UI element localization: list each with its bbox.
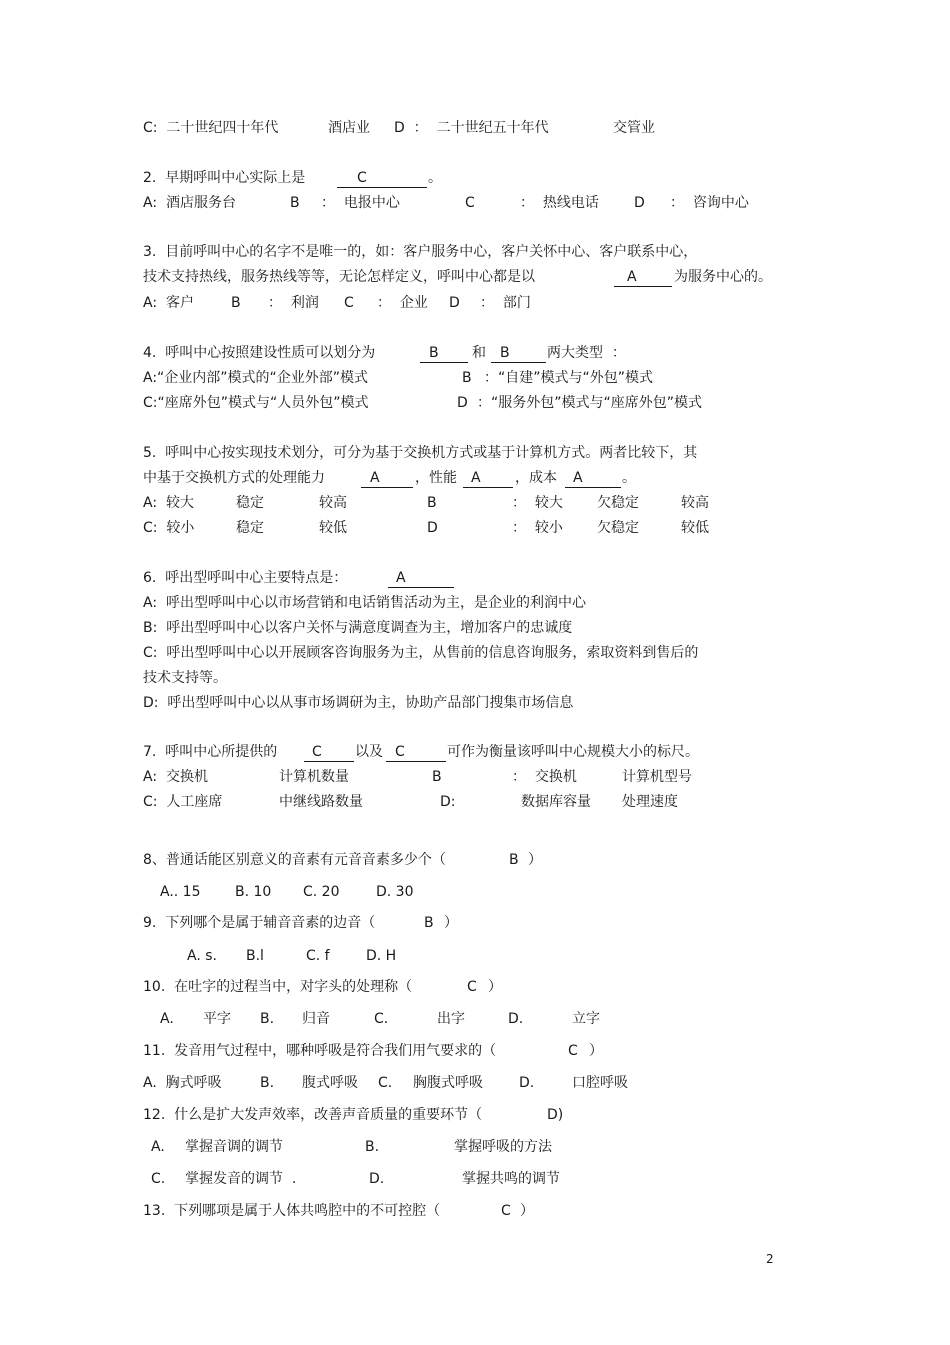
answer-text: C [467,979,477,995]
option-text: ： 部门 [480,295,531,311]
option-text: 计算机型号 [622,769,692,785]
option-c: C: 二十世纪四十年代 [143,120,279,136]
option-c: C. f [306,948,330,964]
blank-underline [304,761,354,762]
option-c: C. [374,1011,389,1027]
option-b: B [432,769,442,785]
option-c: C. 20 [303,884,340,900]
question-text: 以及 [355,744,383,760]
option-c: C. [378,1075,393,1091]
blank-underline [565,487,621,488]
question-text: 。 [428,170,442,186]
option-text: 交管业 [613,120,655,136]
option-a: A. 胸式呼吸 [143,1075,222,1091]
option-text: ： 利润 [268,295,319,311]
question-text: ） [444,915,458,931]
question-text: ，性能 [415,470,457,486]
option-text: 较高 [681,495,709,511]
option-d: D ： 二十世纪五十年代 [394,120,549,136]
answer-blank: B [429,345,439,361]
option-a: A. [151,1139,165,1155]
option-text: 较高 [319,495,347,511]
option-text: ：“服务外包”模式与“座席外包”模式 [477,395,703,411]
option-text: 胸腹式呼吸 [413,1075,483,1091]
question-9: 9. 下列哪个是属于辅音音素的边音（ [143,915,376,931]
answer-blank: B [500,345,510,361]
option-b: B. [365,1139,380,1155]
option-text: 数据库容量 [521,794,591,810]
option-text: 口腔呼吸 [572,1075,628,1091]
question-text: 两大类型 ： [547,345,626,361]
blank-underline [388,587,454,588]
option-text: 平字 [203,1011,231,1027]
option-text: 酒店业 [328,120,370,136]
option-a: A: 客户 [143,295,194,311]
option-text: ： 较小 [512,520,563,536]
answer-blank: C [357,170,367,186]
option-a: A. [160,1011,174,1027]
option-d: D: 呼出型呼叫中心以从事市场调研为主，协助产品部门搜集市场信息 [143,695,574,711]
option-a: A: 呼出型呼叫中心以市场营销和电话销售活动为主，是企业的利润中心 [143,595,586,611]
option-text: ：“自建”模式与“外包”模式 [484,370,654,386]
option-c: C. [151,1171,166,1187]
option-text: ： 电报中心 [321,195,400,211]
question-13: 13. 下列哪项是属于人体共鸣腔中的不可控腔（ [143,1203,441,1219]
option-b: B. [260,1011,275,1027]
question-4: 4. 呼叫中心按照建设性质可以划分为 [143,345,376,361]
question-3: 3. 目前呼叫中心的名字不是唯一的，如：客户服务中心，客户关怀中心、客户联系中心， [143,244,698,260]
option-d: D [449,295,460,311]
option-text: 腹式呼吸 [302,1075,358,1091]
option-b: B [231,295,241,311]
option-c: C:“座席外包”模式与“人员外包”模式 [143,395,369,411]
question-10: 10. 在吐字的过程当中，对字头的处理称（ [143,979,413,995]
answer-text: D) [547,1107,564,1123]
option-text: 技术支持等。 [143,670,227,686]
option-c: C [465,195,475,211]
answer-blank: C [395,744,405,760]
blank-underline [337,187,427,188]
option-d: D. [519,1075,535,1091]
question-text: 中基于交换机方式的处理能力 [143,470,325,486]
question-12: 12. 什么是扩大发声效率，改善声音质量的重要环节（ [143,1107,483,1123]
answer-text: C [568,1043,578,1059]
blank-underline [463,487,513,488]
option-text: ： 交换机 [512,769,577,785]
option-b: B. 10 [235,884,272,900]
answer-text: B [424,915,434,931]
option-text: 计算机数量 [279,769,349,785]
option-d: D. [508,1011,524,1027]
question-text: 和 [472,345,486,361]
question-text: 技术支持热线，服务热线等等，无论怎样定义，呼叫中心都是以 [143,269,535,285]
option-text: 欠稳定 [597,495,639,511]
answer-blank: A [370,470,380,486]
option-d: D [634,195,645,211]
blank-underline [614,286,672,287]
answer-blank: A [627,269,637,285]
option-a: A. s. [187,948,217,964]
question-text: ，成本 [515,470,557,486]
option-d: D [427,520,438,536]
option-text: 较低 [681,520,709,536]
option-text: 稳定 [236,495,264,511]
question-11: 11. 发音用气过程中，哪种呼吸是符合我们用气要求的（ [143,1043,497,1059]
option-text: ： 热线电话 [520,195,599,211]
option-b: B.l [246,948,264,964]
option-text: 中继线路数量 [279,794,363,810]
option-b: B [427,495,437,511]
blank-underline [491,362,546,363]
option-b: B [462,370,472,386]
answer-text: B [509,852,519,868]
question-2: 2. 早期呼叫中心实际上是 [143,170,306,186]
option-text: 较低 [319,520,347,536]
option-text: 欠稳定 [597,520,639,536]
option-text: ： 企业 [377,295,428,311]
question-7: 7. 呼叫中心所提供的 [143,744,278,760]
option-d: D. 30 [376,884,414,900]
blank-underline [420,362,468,363]
question-text: ） [488,979,502,995]
answer-blank: A [396,570,406,586]
page-number: 2 [766,1252,774,1266]
option-c: C: 较小 [143,520,195,536]
option-text: ： 咨询中心 [670,195,749,211]
option-a: A.. 15 [160,884,201,900]
option-a: A: 酒店服务台 [143,195,236,211]
option-text: 归音 [302,1011,330,1027]
option-c: C: 人工座席 [143,794,223,810]
question-text: ） [520,1203,534,1219]
option-text: 出字 [437,1011,465,1027]
option-a: A: 较大 [143,495,194,511]
question-5: 5. 呼叫中心按实现技术划分，可分为基于交换机方式或基于计算机方式。两者比较下，其 [143,445,698,461]
question-6: 6. 呼出型呼叫中心主要特点是： [143,570,348,586]
question-text: 。 [622,470,636,486]
option-text: 掌握发音的调节 . [185,1171,297,1187]
option-text: ： 较大 [512,495,563,511]
option-d: D: [440,794,456,810]
option-d: D [457,395,468,411]
option-c: C [344,295,354,311]
option-text: 掌握呼吸的方法 [454,1139,552,1155]
question-text: ） [528,852,542,868]
question-text: ） [589,1043,603,1059]
question-8: 8、普通话能区别意义的音素有元音音素多少个（ [143,852,446,868]
option-text: 稳定 [236,520,264,536]
option-b: B: 呼出型呼叫中心以客户关怀与满意度调查为主，增加客户的忠诚度 [143,620,573,636]
blank-underline [386,761,446,762]
question-text: 为服务中心的。 [674,269,772,285]
option-a: A: 交换机 [143,769,208,785]
option-d: D. [369,1171,385,1187]
question-text: 可作为衡量该呼叫中心规模大小的标尺。 [447,744,699,760]
answer-blank: C [312,744,322,760]
option-c: C: 呼出型呼叫中心以开展顾客咨询服务为主，从售前的信息咨询服务，索取资料到售后的 [143,645,699,661]
option-text: 掌握共鸣的调节 [462,1171,560,1187]
option-b: B [290,195,300,211]
option-a: A:“企业内部”模式的“企业外部”模式 [143,370,369,386]
option-text: 掌握音调的调节 [185,1139,283,1155]
option-d: D. H [366,948,397,964]
answer-text: C [501,1203,511,1219]
answer-blank: A [471,470,481,486]
answer-blank: A [573,470,583,486]
option-text: 处理速度 [622,794,678,810]
option-b: B. [260,1075,275,1091]
blank-underline [361,487,413,488]
option-text: 立字 [572,1011,600,1027]
